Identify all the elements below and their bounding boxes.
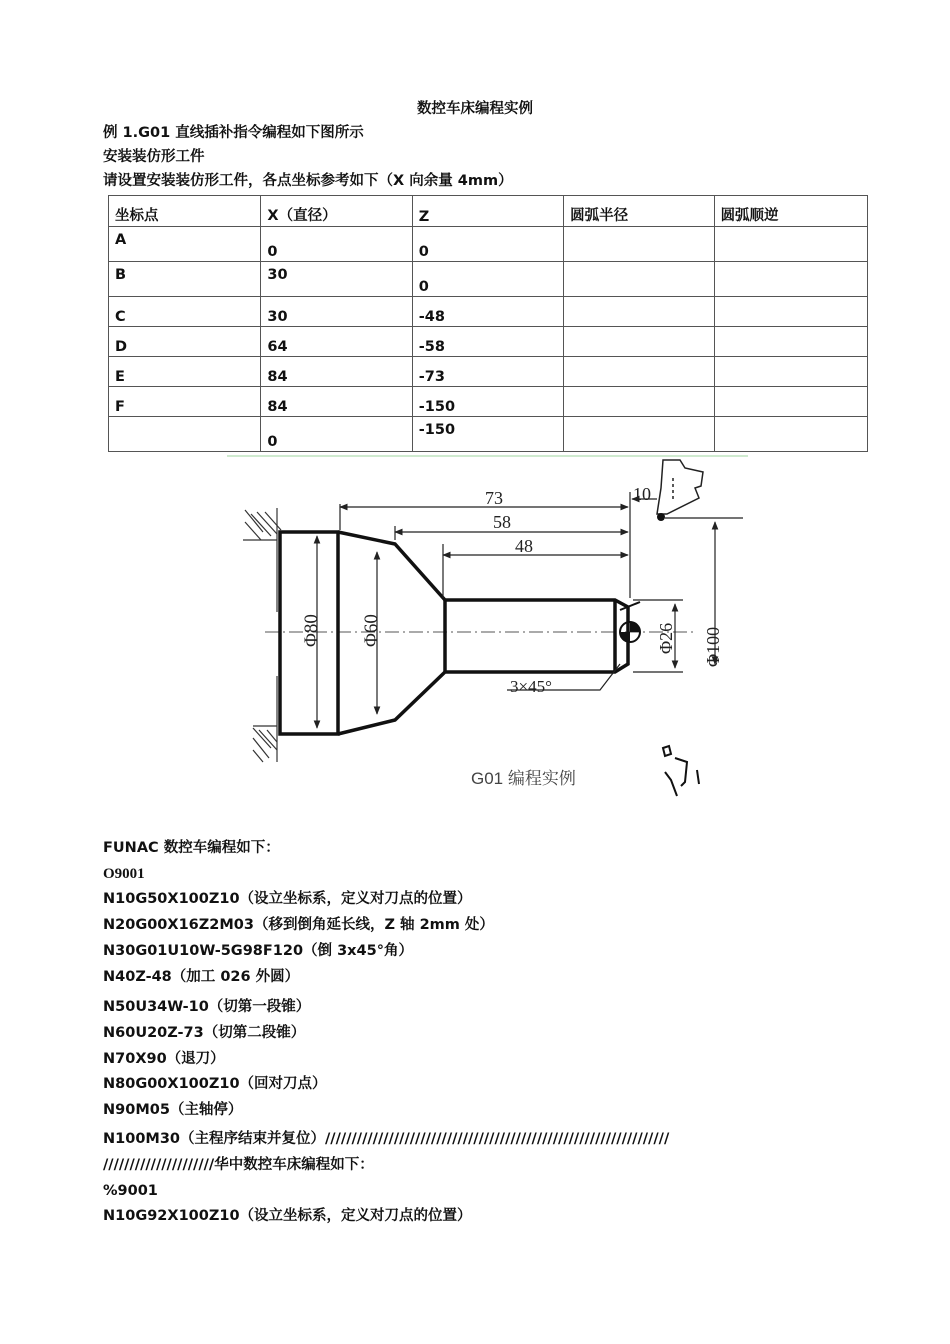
table-cell: 30 [261,262,412,297]
table-row [109,357,868,387]
table-row [109,417,868,452]
corner-symbol [663,746,699,796]
fanuc-heading: FUNAC 数控车编程如下： [103,840,280,856]
dim-58-label: 58 [493,512,511,532]
coordinate-table [108,195,868,452]
program-line: N30G01U10W-5G98F120（倒 3x45°角） [103,943,413,959]
intro-line-2: 安装装仿形工件 [103,149,205,165]
program-line: N40Z-48（加工 026 外圆） [103,969,300,985]
table-cell: 84 [261,357,412,387]
table-cell: 30 [261,297,412,327]
chuck-hatch-bottom [253,676,277,762]
part-profile [280,532,628,734]
table-cell [564,262,714,297]
header-z: Z [412,196,563,227]
table-row [109,297,868,327]
table-cell: 84 [261,387,412,417]
table-row [109,227,868,262]
intro-line-3: 请设置安装装仿形工件，各点坐标参考如下（X 向余量 4mm） [103,173,513,189]
dim-48-label: 48 [515,536,533,556]
table-cell: 0 [261,417,412,452]
program-line: %9001 [103,1183,158,1199]
header-arc-direction: 圆弧顺逆 [714,196,867,227]
table-cell: 0 [412,227,563,262]
table-cell: 64 [261,327,412,357]
table-cell [564,417,714,452]
dim-10-label: 10 [633,484,651,504]
header-arc-radius: 圆弧半径 [564,196,714,227]
table-cell: D [109,327,261,357]
program-line: N60U20Z-73（切第二段锥） [103,1025,306,1041]
tool-tip-marker [620,602,640,642]
table-cell: F [109,387,261,417]
table-cell [714,262,867,297]
program-line: N10G92X100Z10（设立坐标系，定义对刀点的位置） [103,1208,472,1224]
table-cell: B [109,262,261,297]
dia-80-label: Φ80 [301,614,322,647]
table-cell [564,297,714,327]
intro-line-1: 例 1.G01 直线插补指令编程如下图所示 [103,125,364,141]
table-cell: C [109,297,261,327]
tool-post [657,460,703,521]
document-title: 数控车床编程实例 [417,101,533,117]
drawing-caption: G01 编程实例 [471,769,576,788]
program-line: O9001 [103,866,145,882]
table-cell: -73 [412,357,563,387]
table-cell: -48 [412,297,563,327]
table-header-row [109,196,868,227]
program-line: N20G00X16Z2M03（移到倒角延长线，Z 轴 2mm 处） [103,917,494,933]
table-cell: -58 [412,327,563,357]
table-row [109,387,868,417]
header-x: X（直径） [261,196,412,227]
table-row [109,327,868,357]
chuck-hatch-top [243,508,281,612]
dia-100-label: Φ100 [703,626,723,667]
program-line: N10G50X100Z10（设立坐标系，定义对刀点的位置） [103,891,472,907]
table-cell: 0 [412,262,563,297]
table-cell: A [109,227,261,262]
table-cell [564,387,714,417]
lathe-part-drawing [225,452,750,807]
table-cell [564,357,714,387]
table-cell [564,327,714,357]
program-line: N70X90（退刀） [103,1051,225,1067]
table-cell [109,417,261,452]
dia-26-label: Φ26 [656,622,676,654]
table-cell [564,227,714,262]
program-line: N50U34W-10（切第一段锥） [103,999,311,1015]
dim-73-label: 73 [485,488,503,508]
table-cell [714,297,867,327]
program-line: N100M30（主程序结束并复位）///////////////////////////////////////////////////////////////// [103,1131,670,1147]
chamfer-label: 3×45° [510,677,552,696]
dia-60-label: Φ60 [361,614,382,647]
table-cell [714,227,867,262]
program-line: N90M05（主轴停） [103,1102,243,1118]
table-cell: E [109,357,261,387]
program-line: /////////////////////华中数控车床编程如下： [103,1157,374,1173]
table-cell: -150 [412,387,563,417]
header-point: 坐标点 [109,196,261,227]
table-cell: 0 [261,227,412,262]
table-cell [714,417,867,452]
table-cell [714,357,867,387]
table-cell: -150 [412,417,563,452]
table-cell [714,387,867,417]
table-row [109,262,868,297]
program-line: N80G00X100Z10（回对刀点） [103,1076,327,1092]
table-cell [714,327,867,357]
